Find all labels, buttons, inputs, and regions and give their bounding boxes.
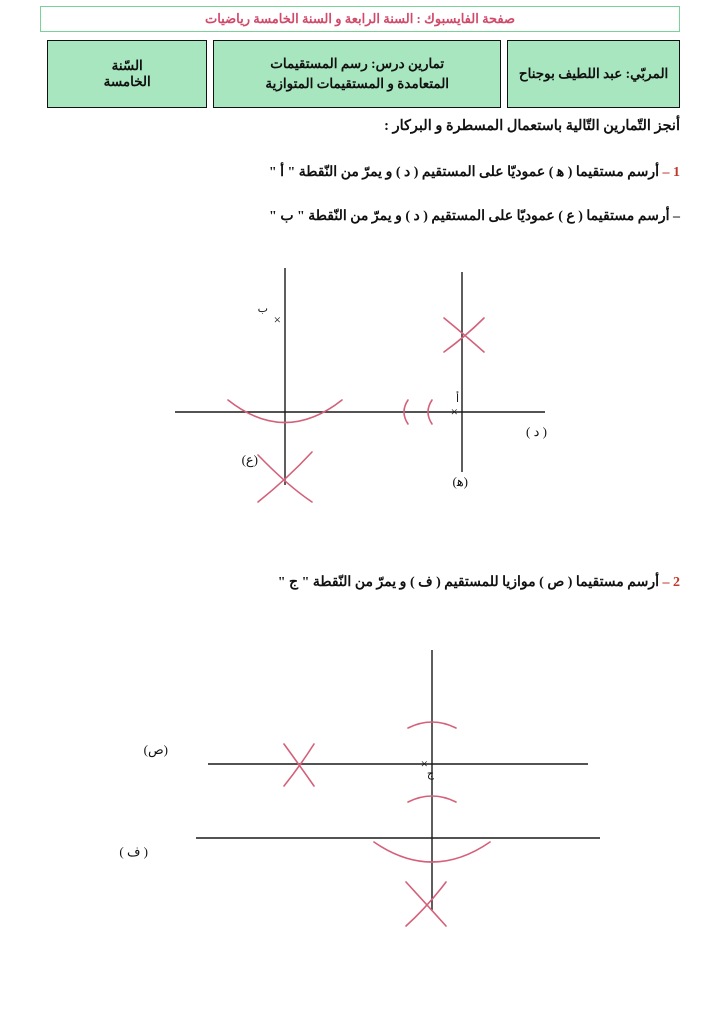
- line-f-label: ( ف ): [119, 844, 148, 859]
- point-j-label: ج: [426, 768, 434, 780]
- line-d-label: ( د ): [526, 424, 547, 439]
- school-year-line1: السّنة: [111, 58, 143, 73]
- point-b-marker: ×: [273, 312, 281, 327]
- lesson-title-line2: المتعامدة و المستقيمات المتوازية: [265, 76, 450, 91]
- facebook-page-banner: [40, 6, 680, 32]
- facebook-page-banner-text: صفحة الفايسبوك : السنة الرابعة و السنة الخامسة رياضيات: [204, 11, 516, 26]
- question-2: [40, 572, 680, 593]
- figure-1-svg: [0, 240, 720, 540]
- lesson-title-line1: تمارين درس: رسم المستقيمات: [270, 56, 445, 72]
- line-h-label: (ﻫ): [452, 474, 468, 489]
- question-1a-number: 1 –: [662, 165, 680, 180]
- question-1b: [40, 206, 680, 227]
- main-instruction: أنجز التّمارين التّالية باستعمال المسطرة و البركار :: [384, 118, 680, 134]
- point-a-label: أ: [455, 393, 459, 405]
- point-j-marker: ×: [420, 756, 428, 771]
- question-1a: [40, 162, 680, 183]
- question-1b-number: –: [673, 209, 680, 224]
- point-b-label: ب: [257, 303, 268, 315]
- question-2-text: أرسم مستقيما ( ص ) موازيا للمستقيم ( ف ) و يمرّ من النّقطة " ج ": [277, 575, 659, 590]
- figure-1-perpendicular-lines: [0, 240, 720, 540]
- teacher-cell: [507, 40, 680, 108]
- worksheet-header-table: [40, 40, 680, 108]
- question-1b-text: أرسم مستقيما ( ع ) عموديّا على المستقيم ( د ) و يمرّ من النّقطة " ب ": [269, 209, 670, 224]
- school-year-line2: الخامسة: [103, 74, 151, 89]
- point-a-marker: ×: [450, 404, 458, 419]
- school-year-cell: [47, 40, 207, 108]
- line-s-label: (ص): [143, 742, 168, 757]
- figure-2-parallel-lines: [0, 620, 720, 960]
- figure-2-svg: [0, 620, 720, 960]
- line-ain-label: (ع): [241, 452, 258, 467]
- lesson-title-cell: [213, 40, 501, 108]
- question-2-number: 2 –: [662, 575, 680, 590]
- teacher-name: المربّي: عبد اللطيف بوجناح: [518, 66, 669, 81]
- question-1a-text: أرسم مستقيما ( ﻫ ) عموديّا على المستقيم ( د ) و يمرّ من النّقطة " أ ": [268, 165, 659, 180]
